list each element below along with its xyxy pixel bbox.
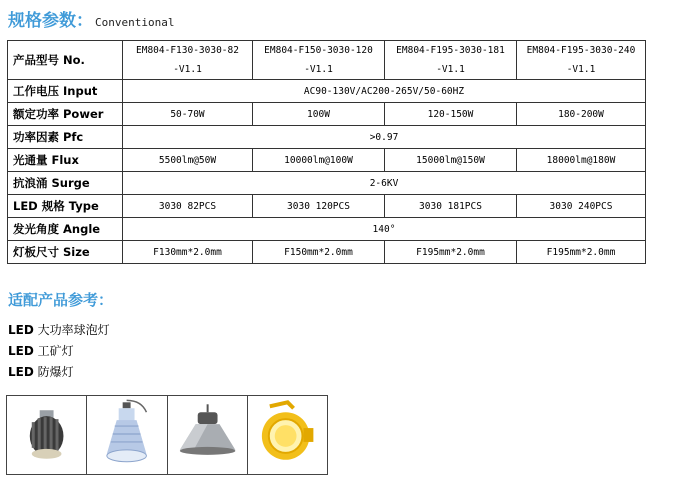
spec-value: F130mm*2.0mm bbox=[123, 241, 253, 264]
spec-value: 120-150W bbox=[385, 103, 517, 126]
spec-value: F195mm*2.0mm bbox=[385, 241, 517, 264]
spec-value: AC90-130V/AC200-265V/50-60HZ bbox=[123, 80, 646, 103]
spec-row bbox=[8, 241, 646, 264]
spec-value: F150mm*2.0mm bbox=[253, 241, 385, 264]
mining-lamp-icon bbox=[87, 396, 166, 474]
spec-row bbox=[8, 126, 646, 149]
model-cell bbox=[253, 41, 385, 80]
spec-value: 15000lm@150W bbox=[385, 149, 517, 172]
model-code: EM804-F150-3030-120 bbox=[264, 45, 373, 56]
model-cell bbox=[517, 41, 646, 80]
spec-value: 50-70W bbox=[123, 103, 253, 126]
spec-value: 100W bbox=[253, 103, 385, 126]
spec-value: 10000lm@100W bbox=[253, 149, 385, 172]
application-text: 大功率球泡灯 bbox=[33, 323, 110, 337]
model-version: -V1.1 bbox=[566, 64, 596, 75]
spec-value: 140° bbox=[123, 218, 646, 241]
mining-lamp-image bbox=[87, 396, 167, 474]
application-text: 防爆灯 bbox=[33, 365, 74, 379]
application-item bbox=[8, 321, 110, 338]
row-label: 抗浪涌 Surge bbox=[8, 172, 123, 195]
spec-value: F195mm*2.0mm bbox=[517, 241, 646, 264]
applications-title: 适配产品参考： bbox=[8, 291, 114, 309]
spec-value: 2-6KV bbox=[123, 172, 646, 195]
explosion-proof-lamp-image bbox=[248, 396, 327, 474]
model-version: -V1.1 bbox=[436, 64, 465, 75]
high-bay-lamp-image bbox=[168, 396, 248, 474]
spec-value: 3030 82PCS bbox=[123, 195, 253, 218]
spec-title: 规格参数： bbox=[8, 11, 93, 31]
model-code: EM804-F195-3030-181 bbox=[396, 45, 505, 56]
row-label: 灯板尺寸 Size bbox=[8, 241, 123, 264]
spec-heading bbox=[8, 6, 175, 31]
model-row bbox=[8, 41, 646, 80]
spec-subtitle: Conventional bbox=[95, 16, 175, 29]
model-version: -V1.1 bbox=[304, 64, 333, 75]
spec-row bbox=[8, 103, 646, 126]
spec-value: 3030 240PCS bbox=[517, 195, 646, 218]
spec-row bbox=[8, 149, 646, 172]
spec-value: >0.97 bbox=[123, 126, 646, 149]
model-code: EM804-F195-3030-240 bbox=[526, 45, 636, 56]
model-code: EM804-F130-3030-82 bbox=[136, 45, 239, 56]
spec-value: 5500lm@50W bbox=[123, 149, 253, 172]
explosion-proof-lamp-icon bbox=[248, 396, 327, 474]
bulb-lamp-image bbox=[7, 396, 87, 474]
spec-row bbox=[8, 80, 646, 103]
application-item bbox=[8, 363, 74, 380]
product-image-strip bbox=[6, 395, 328, 475]
application-text: 工矿灯 bbox=[33, 344, 74, 358]
application-item bbox=[8, 342, 74, 359]
row-label: LED 规格 Type bbox=[8, 195, 123, 218]
row-label: 工作电压 Input bbox=[8, 80, 123, 103]
spec-row bbox=[8, 195, 646, 218]
application-prefix: LED bbox=[8, 365, 34, 379]
bulb-lamp-icon bbox=[7, 396, 86, 474]
row-label: 发光角度 Angle bbox=[8, 218, 123, 241]
spec-value: 180-200W bbox=[517, 103, 646, 126]
row-label: 额定功率 Power bbox=[8, 103, 123, 126]
spec-value: 3030 120PCS bbox=[253, 195, 385, 218]
spec-value: 18000lm@180W bbox=[517, 149, 646, 172]
high-bay-lamp-icon bbox=[168, 396, 247, 474]
spec-table bbox=[7, 40, 646, 264]
row-label: 光通量 Flux bbox=[8, 149, 123, 172]
row-label: 功率因素 Pfc bbox=[8, 126, 123, 149]
spec-value: 3030 181PCS bbox=[385, 195, 517, 218]
model-cell bbox=[385, 41, 517, 80]
model-cell bbox=[123, 41, 253, 80]
application-prefix: LED bbox=[8, 344, 34, 358]
application-prefix: LED bbox=[8, 323, 34, 337]
model-version: -V1.1 bbox=[173, 64, 202, 75]
spec-row bbox=[8, 172, 646, 195]
row-label: 产品型号 No. bbox=[8, 41, 123, 80]
spec-row bbox=[8, 218, 646, 241]
